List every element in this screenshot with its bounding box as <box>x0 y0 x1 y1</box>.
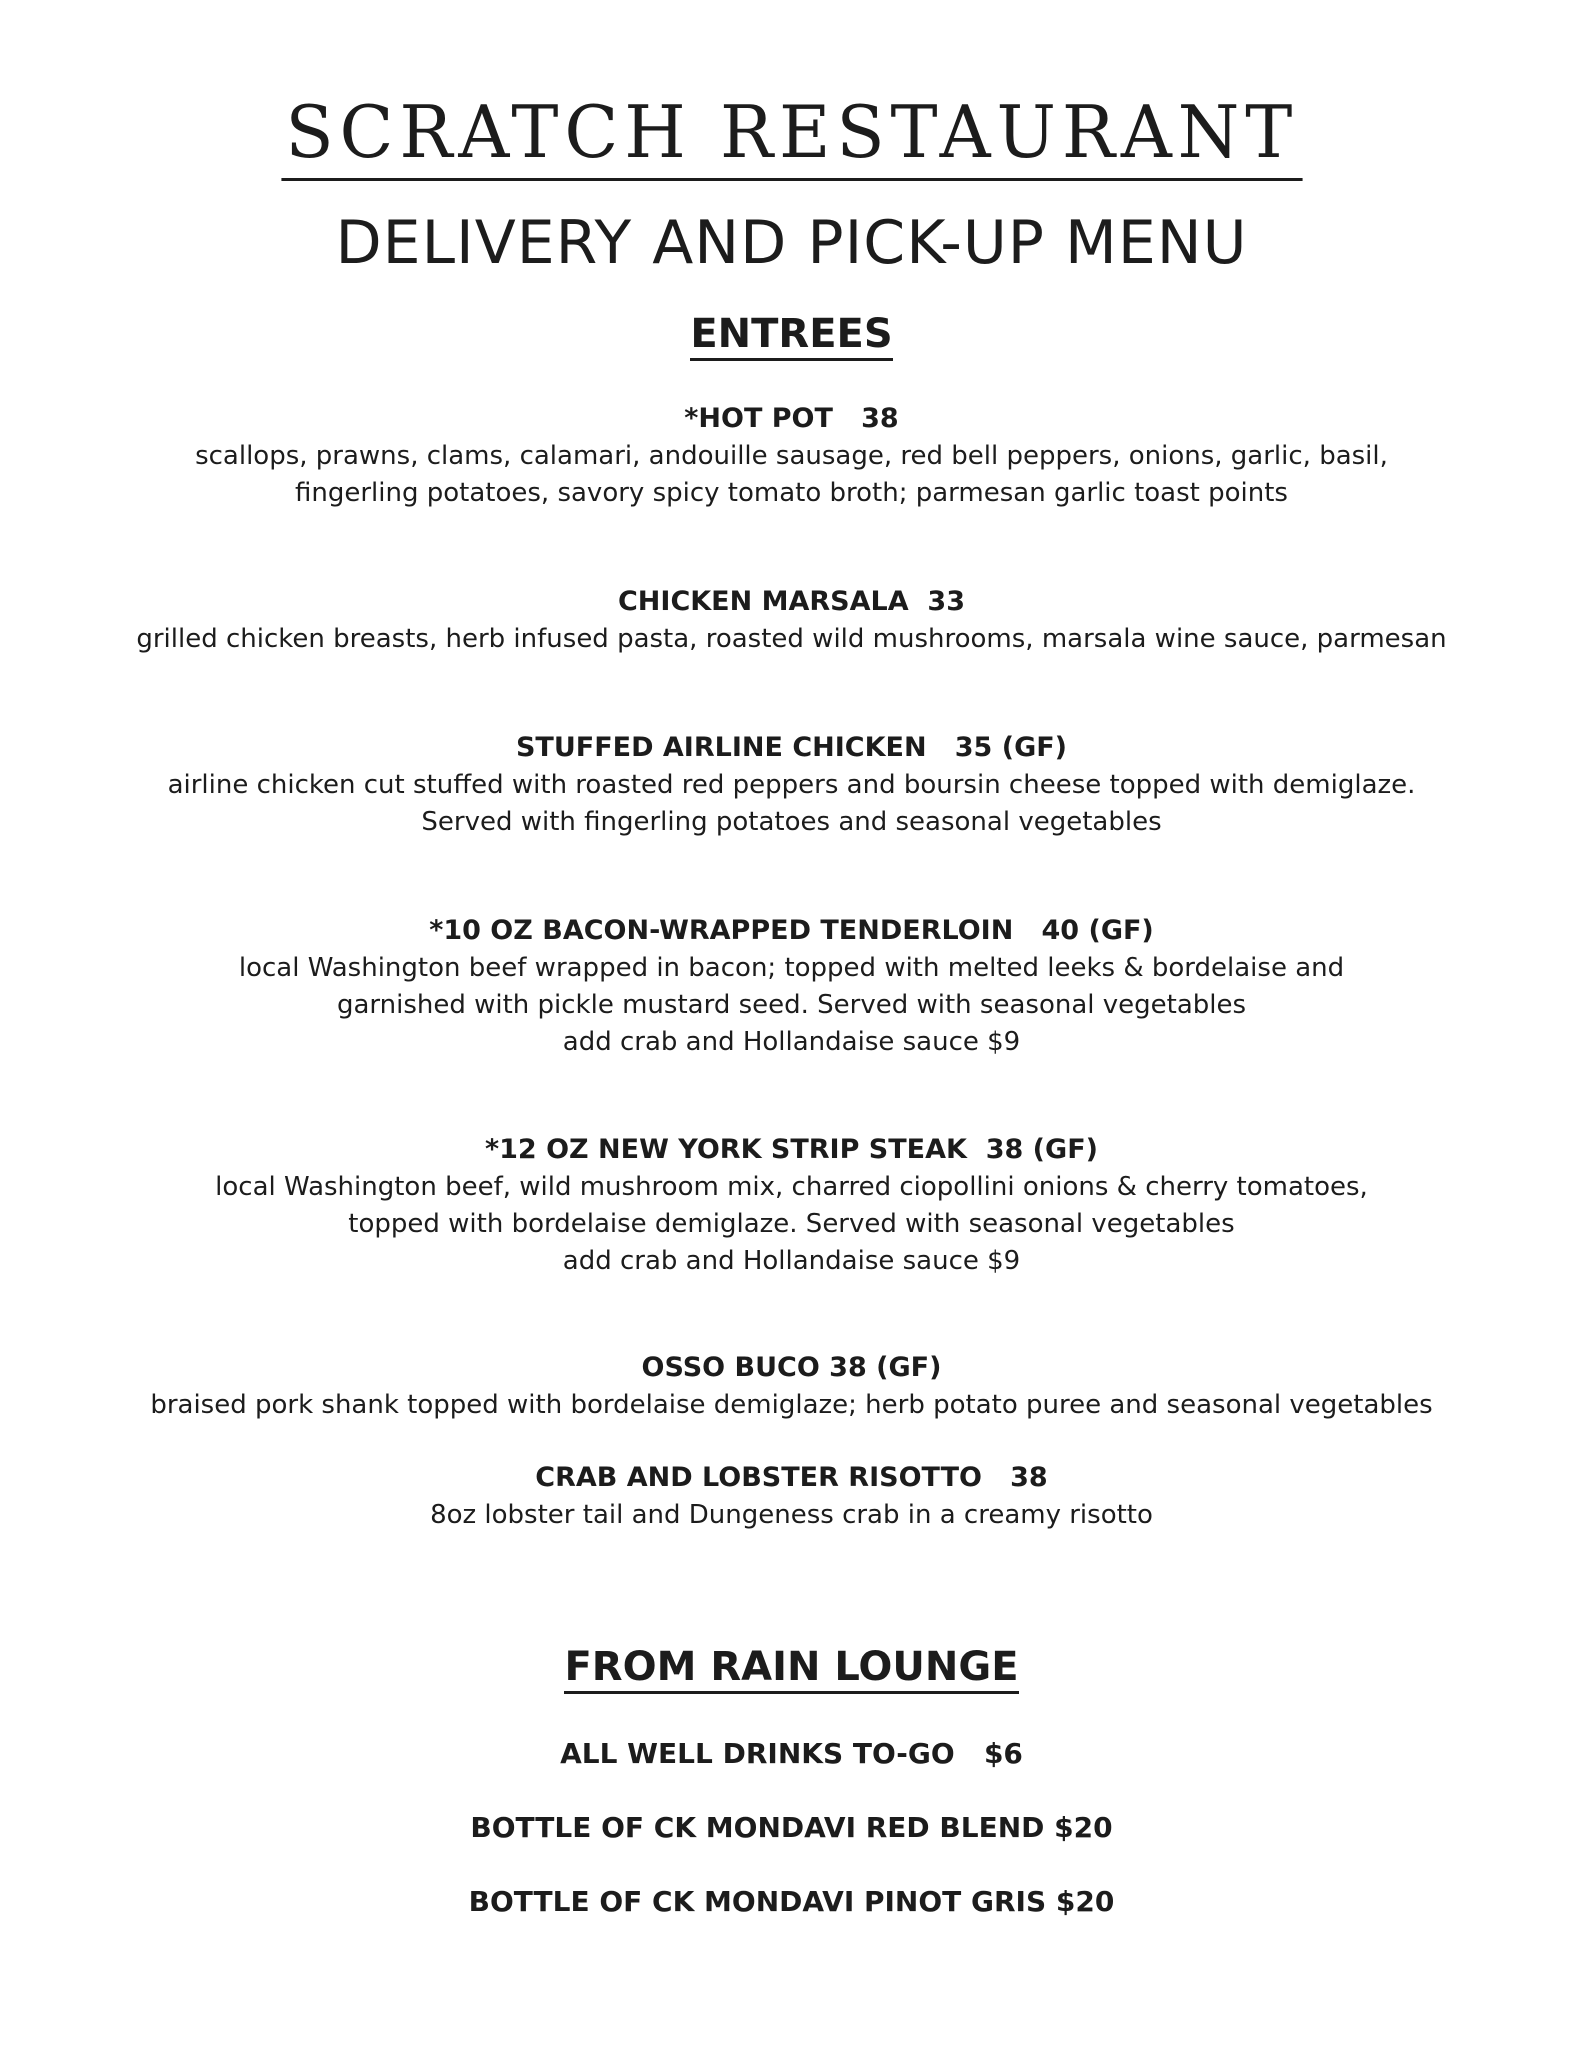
item-name: CRAB AND LOBSTER RISOTTO 38 <box>535 1462 1048 1493</box>
restaurant-name <box>0 92 1583 181</box>
drink-item-red-blend: BOTTLE OF CK MONDAVI RED BLEND $20 <box>470 1811 1113 1844</box>
item-name: OSSO BUCO 38 (GF) <box>641 1352 942 1383</box>
item-name: *12 OZ NEW YORK STRIP STEAK 38 (GF) <box>485 1134 1098 1165</box>
entrees-heading-text: ENTREES <box>690 311 892 361</box>
item-description-line: grilled chicken breasts, herb infused pasta, roasted wild mushrooms, marsala wine sauce, parmesan <box>136 624 1447 654</box>
menu-item-stuffed-airline-chicken <box>60 729 1523 841</box>
item-description-line: airline chicken cut stuffed with roasted red peppers and boursin cheese topped with demiglaze. <box>167 770 1416 800</box>
menu-item-new-york-strip-steak <box>60 1131 1523 1280</box>
restaurant-name-text: SCRATCH RESTAURANT <box>281 92 1302 181</box>
item-name: *HOT POT 38 <box>684 403 899 434</box>
item-add-on: add crab and Hollandaise sauce $9 <box>562 1027 1021 1057</box>
item-description-line: 8oz lobster tail and Dungeness crab in a creamy risotto <box>430 1500 1153 1530</box>
item-description-line: Served with fingerling potatoes and seasonal vegetables <box>421 807 1162 837</box>
item-description-line: fingerling potatoes, savory spicy tomato broth; parmesan garlic toast points <box>295 478 1288 508</box>
item-name: STUFFED AIRLINE CHICKEN 35 (GF) <box>515 732 1068 763</box>
menu-item-crab-lobster-risotto <box>60 1459 1523 1534</box>
rain-lounge-heading-text: FROM RAIN LOUNGE <box>564 1644 1018 1694</box>
item-description-line: garnished with pickle mustard seed. Served with seasonal vegetables <box>336 990 1247 1020</box>
menu-item-hot-pot <box>60 400 1523 512</box>
item-name: *10 OZ BACON-WRAPPED TENDERLOIN 40 (GF) <box>429 915 1154 946</box>
drink-item-well-drinks: ALL WELL DRINKS TO-GO $6 <box>560 1737 1023 1770</box>
item-description-line: topped with bordelaise demiglaze. Served with seasonal vegetables <box>348 1209 1235 1239</box>
menu-item-osso-buco <box>60 1349 1523 1424</box>
menu-item-chicken-marsala <box>60 583 1523 658</box>
menu-title: DELIVERY AND PICK-UP MENU <box>335 208 1248 278</box>
item-add-on: add crab and Hollandaise sauce $9 <box>562 1246 1021 1276</box>
menu-item-bacon-wrapped-tenderloin <box>60 912 1523 1061</box>
item-description-line: local Washington beef, wild mushroom mix, charred ciopollini onions & cherry tomatoes, <box>215 1172 1368 1202</box>
entrees-heading <box>0 310 1583 358</box>
item-description-line: braised pork shank topped with bordelaise demiglaze; herb potato puree and seasonal vegetables <box>150 1390 1433 1420</box>
item-description-line: local Washington beef wrapped in bacon; topped with melted leeks & bordelaise and <box>238 953 1345 983</box>
drink-item-pinot-gris: BOTTLE OF CK MONDAVI PINOT GRIS $20 <box>468 1885 1115 1918</box>
item-name: CHICKEN MARSALA 33 <box>617 586 965 617</box>
rain-lounge-heading <box>0 1643 1583 1691</box>
item-description-line: scallops, prawns, clams, calamari, andouille sausage, red bell peppers, onions, garlic, basil, <box>195 441 1388 471</box>
